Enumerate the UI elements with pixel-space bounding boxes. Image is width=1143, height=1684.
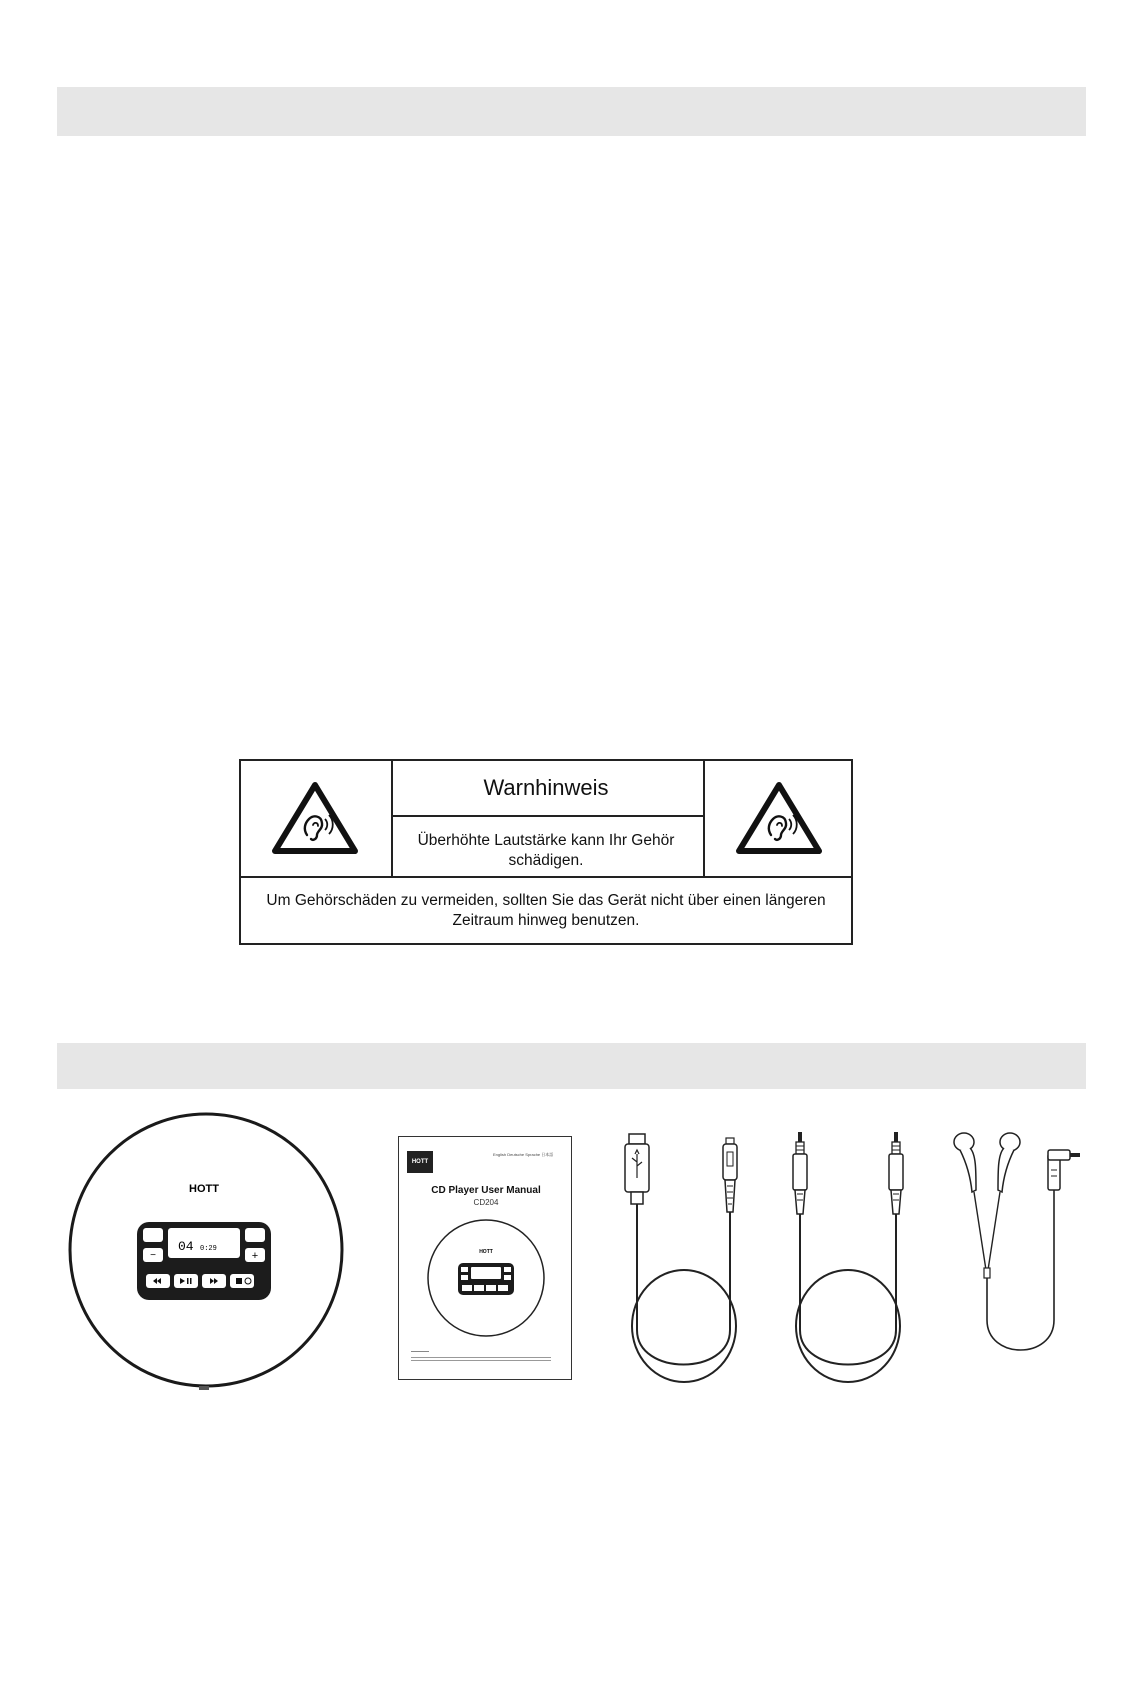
warning-divider bbox=[391, 815, 703, 817]
aux-cable-illustration bbox=[780, 1130, 920, 1386]
manual-cd-player-image bbox=[425, 1217, 547, 1339]
svg-text:−: − bbox=[150, 1250, 156, 1261]
ear-warning-icon bbox=[269, 779, 361, 859]
warning-subtitle-line: schädigen. bbox=[508, 852, 584, 869]
manual-model: CD204 bbox=[473, 1198, 499, 1207]
manual-languages: English Deutsche Sprache 日本語 bbox=[493, 1152, 554, 1157]
cd-player-illustration bbox=[64, 1110, 350, 1400]
manual-title: CD Player User Manual bbox=[431, 1185, 541, 1196]
earphones-illustration bbox=[950, 1130, 1090, 1386]
svg-text:+: + bbox=[251, 1250, 259, 1262]
warning-body-line: Zeitraum hinweg benutzen. bbox=[452, 912, 640, 929]
warning-body bbox=[251, 891, 841, 931]
user-manual-illustration bbox=[398, 1136, 574, 1382]
warning-title: Warnhinweis bbox=[483, 775, 609, 800]
section-header-bar bbox=[57, 1043, 1086, 1089]
warning-body-line: Um Gehörschäden zu vermeiden, sollten Sie das Gerät nicht über einen längeren bbox=[266, 892, 826, 909]
warning-divider bbox=[703, 761, 705, 876]
warning-divider bbox=[241, 876, 851, 878]
ear-warning-icon bbox=[733, 779, 825, 859]
warning-subtitle-line: Überhöhte Lautstärke kann Ihr Gehör bbox=[417, 832, 675, 849]
player-brand: HOTT bbox=[189, 1183, 219, 1195]
warning-subtitle bbox=[391, 831, 701, 871]
player-lcd-time: 0:29 bbox=[200, 1245, 217, 1253]
player-lcd-track: 04 bbox=[178, 1239, 194, 1254]
warning-table bbox=[239, 759, 853, 945]
manual-fine-print bbox=[411, 1351, 561, 1361]
usb-cable-illustration bbox=[620, 1130, 750, 1386]
manual-logo: HOTT bbox=[407, 1151, 433, 1173]
manual-player-brand: HOTT bbox=[479, 1249, 493, 1255]
section-header-bar bbox=[57, 87, 1086, 136]
manual-cover bbox=[398, 1136, 572, 1380]
